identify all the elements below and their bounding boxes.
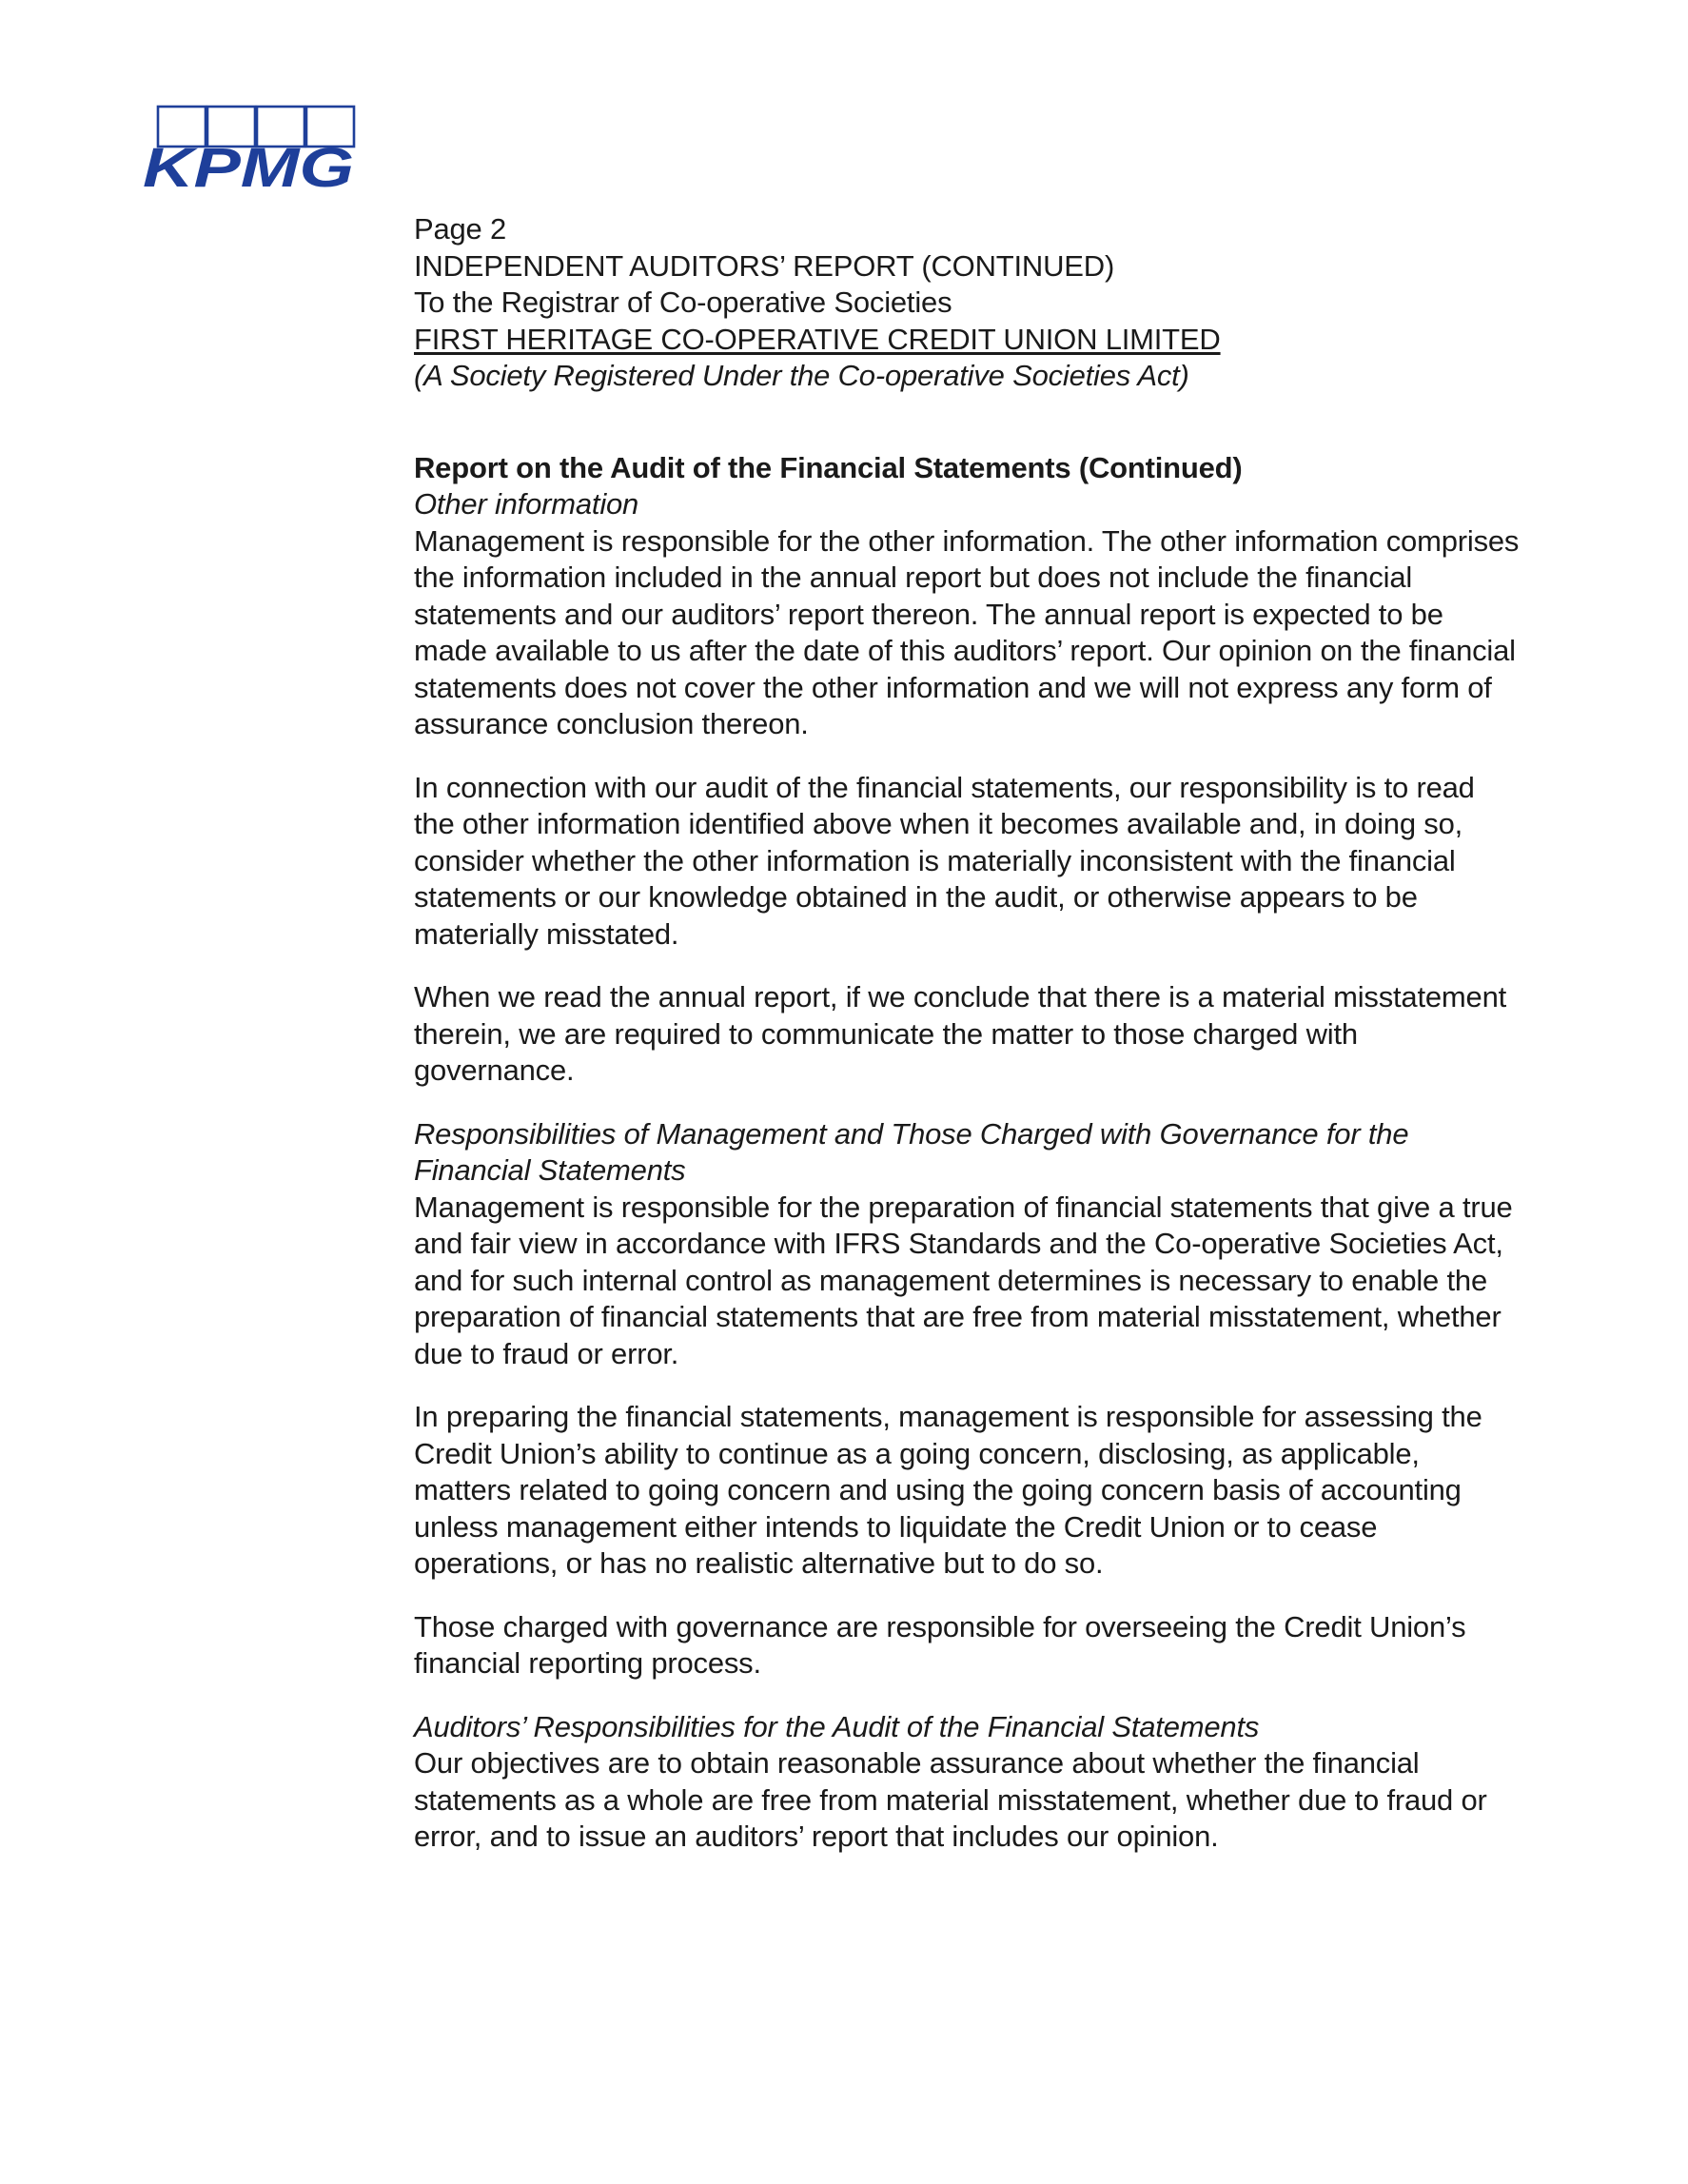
paragraph: Our objectives are to obtain reasonable assurance about whether the financial statements as a whole are free from material misstatement, whether due to fraud or error, and to issue an auditors’ report that includes our opinion. <box>414 1746 1487 1853</box>
document-body <box>414 211 1522 1882</box>
addressee-line-2: FIRST HERITAGE CO-OPERATIVE CREDIT UNION LIMITED <box>414 322 1221 356</box>
report-title: INDEPENDENT AUDITORS’ REPORT (CONTINUED) <box>414 248 1115 283</box>
paragraph: Those charged with governance are responsible for overseeing the Credit Union’s financial reporting process. <box>414 1609 1466 1680</box>
subheading-auditors-responsibilities: Auditors’ Responsibilities for the Audit of the Financial Statements <box>414 1709 1260 1743</box>
kpmg-logo <box>143 105 362 192</box>
subheading-responsibilities-management: Responsibilities of Management and Those Charged with Governance for the Financial Statements <box>414 1116 1409 1187</box>
addressee-line-1: To the Registrar of Co-operative Societies <box>414 285 952 319</box>
page-number: Page 2 <box>414 212 507 246</box>
paragraph: When we read the annual report, if we conclude that there is a material misstatement therein, we are required to communicate the matter to those charged with governance. <box>414 980 1507 1087</box>
logo-text: KPMG <box>143 137 354 192</box>
section-heading: Report on the Audit of the Financial Statements (Continued) <box>414 450 1243 484</box>
subheading-other-information: Other information <box>414 487 639 521</box>
paragraph: Management is responsible for the other information. The other information comprises the information included in the annual report but does not include the financial statements and our auditors’ report thereon. The annual report is expected to be made available to us after the date of this auditors’ report. Our opinion on the financial statements does not cover the other information and we will not express any form of assurance conclusion thereon. <box>414 523 1520 740</box>
paragraph: In preparing the financial statements, management is responsible for assessing the Credit Union’s ability to continue as a going concern, disclosing, as applicable, matters related to going concern and using the going concern basis of accounting unless management either intends to liquidate the Credit Union or to cease operations, or has no realistic alternative but to do so. <box>414 1400 1482 1580</box>
paragraph: In connection with our audit of the financial statements, our responsibility is to read the other information identified above when it becomes available and, in doing so, consider whether the other information is materially inconsistent with the financial statements or our knowledge obtained in the audit, or otherwise appears to be materially misstated. <box>414 770 1475 951</box>
paragraph: Management is responsible for the preparation of financial statements that give a true and fair view in accordance with IFRS Standards and the Co-operative Societies Act, and for such internal control as management determines is necessary to enable the preparation of financial statements that are free from material misstatement, whether due to fraud or error. <box>414 1190 1513 1370</box>
addressee-line-3: (A Society Registered Under the Co-operative Societies Act) <box>414 359 1189 392</box>
addressee-block <box>414 285 1522 395</box>
